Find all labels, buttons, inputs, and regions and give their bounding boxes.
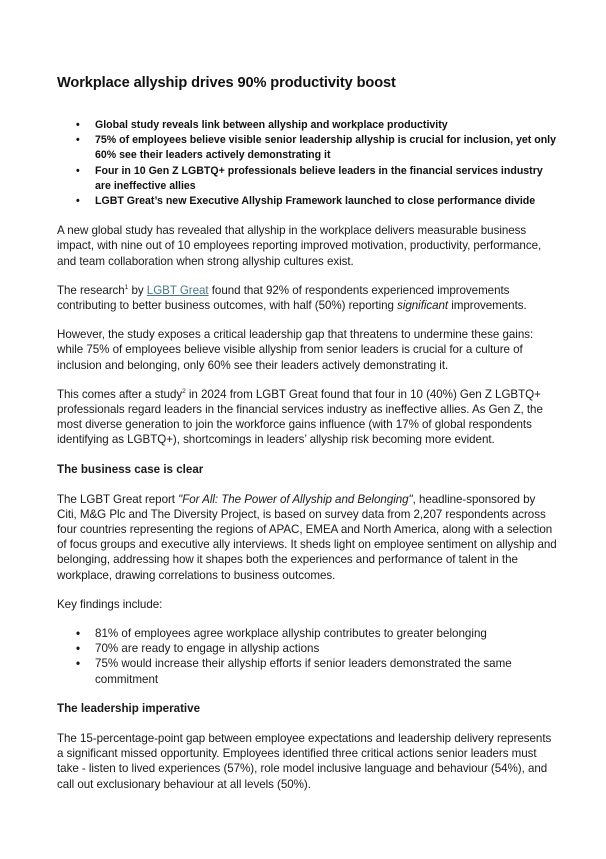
business-case-heading: The business case is clear: [57, 462, 204, 476]
bullet-icon: •: [76, 657, 81, 671]
finding-text: 70% are ready to engage in allyship actions: [95, 642, 320, 656]
footnote-ref-1[interactable]: 1: [124, 283, 129, 291]
highlight-text: Global study reveals link between allyship and workplace productivity: [95, 119, 448, 131]
highlight-item: [57, 194, 557, 209]
bullet-icon: •: [76, 627, 81, 641]
genz-text-start: This comes after a study: [57, 387, 183, 401]
leadership-paragraph: The 15-percentage-point gap between employee expectations and leadership delivery represents a significant missed opportunity. Employees identified three critical actions senior leaders must take - listen to lived experiences (57%), role model inclusive language and behaviour (54%), and call out exclusionary behaviour at all levels (50%).: [57, 731, 552, 791]
research-paragraph: [57, 283, 557, 313]
findings-intro: Key findings include:: [57, 597, 163, 611]
report-text-rest: , headline-sponsored by Citi, M&G Plc and The Diversity Project, is based on survey data from 2,207 respondents across four countries representing the regions of APAC, EMEA and North America, along with a selection of focus groups and executive ally interviews. It sheds light on employee sentiment on allyship and belonging, addressing how it shapes both the experiences and performance of talent in the workplace, drawing correlations to business outcomes.: [57, 492, 557, 582]
lgbt-great-link[interactable]: LGBT Great: [146, 283, 209, 297]
research-by: by: [128, 283, 147, 297]
document-page: [57, 74, 557, 806]
report-paragraph: [57, 492, 557, 583]
bullet-icon: •: [76, 642, 81, 656]
report-text-start: The LGBT Great report: [57, 492, 179, 506]
bullet-icon: •: [76, 164, 80, 177]
bullet-icon: •: [76, 195, 80, 208]
report-title: "For All: The Power of Allyship and Belonging": [178, 492, 413, 506]
research-text-mid: found that 92% of respondents experienced improvements contributing to better business outcomes, with half (50%) reporting: [57, 283, 510, 313]
highlights-list: [57, 118, 557, 209]
leadership-heading: The leadership imperative: [57, 701, 201, 715]
research-emphasis: significant: [397, 299, 449, 313]
finding-text: 81% of employees agree workplace allyship contributes to greater belonging: [95, 627, 487, 641]
finding-text: 75% would increase their allyship efforts if senior leaders demonstrated the same commitment: [95, 657, 512, 686]
finding-item: [57, 626, 557, 641]
key-findings-list: [57, 626, 557, 687]
research-text-start: The research: [57, 283, 125, 297]
finding-item: [57, 641, 557, 656]
highlight-item: [57, 164, 557, 194]
intro-paragraph: A new global study has revealed that allyship in the workplace delivers measurable business impact, with nine out of 10 employees reporting improved motivation, productivity, performance, and team collaboration when strong allyship cultures exist.: [57, 224, 542, 268]
highlight-item: [57, 118, 557, 133]
highlight-text: LGBT Great’s new Executive Allyship Framework launched to close performance divide: [95, 195, 536, 208]
bullet-icon: •: [76, 134, 80, 147]
research-text-end: improvements.: [448, 299, 527, 313]
footnote-ref-2[interactable]: 2: [182, 387, 186, 395]
gap-paragraph: However, the study exposes a critical leadership gap that threatens to undermine these gains: while 75% of employees believe visible allyship from senior leaders is crucial for a culture of inclusion and belonging, only 60% see their leaders actively demonstrating it.: [57, 328, 534, 372]
highlight-item: [57, 133, 557, 163]
finding-item: [57, 656, 557, 686]
highlight-text: Four in 10 Gen Z LGBTQ+ professionals believe leaders in the financial services industry are ineffective allies: [95, 164, 543, 192]
page-title: Workplace allyship drives 90% productivity boost: [57, 75, 396, 91]
genz-text-rest: in 2024 from LGBT Great found that four in 10 (40%) Gen Z LGBTQ+ professionals regard leaders in the financial services industry as ineffective allies. As Gen Z, the most diverse generation to join the workforce gains influence (with 17% of global respondents identifying as LGBTQ+), shortcomings in leaders’ allyship risk becoming more evident.: [57, 387, 543, 447]
genz-paragraph: [57, 387, 557, 448]
highlight-text: 75% of employees believe visible senior leadership allyship is crucial for inclusion, yet only 60% see their leaders actively demonstrating it: [95, 134, 556, 162]
bullet-icon: •: [76, 119, 80, 131]
